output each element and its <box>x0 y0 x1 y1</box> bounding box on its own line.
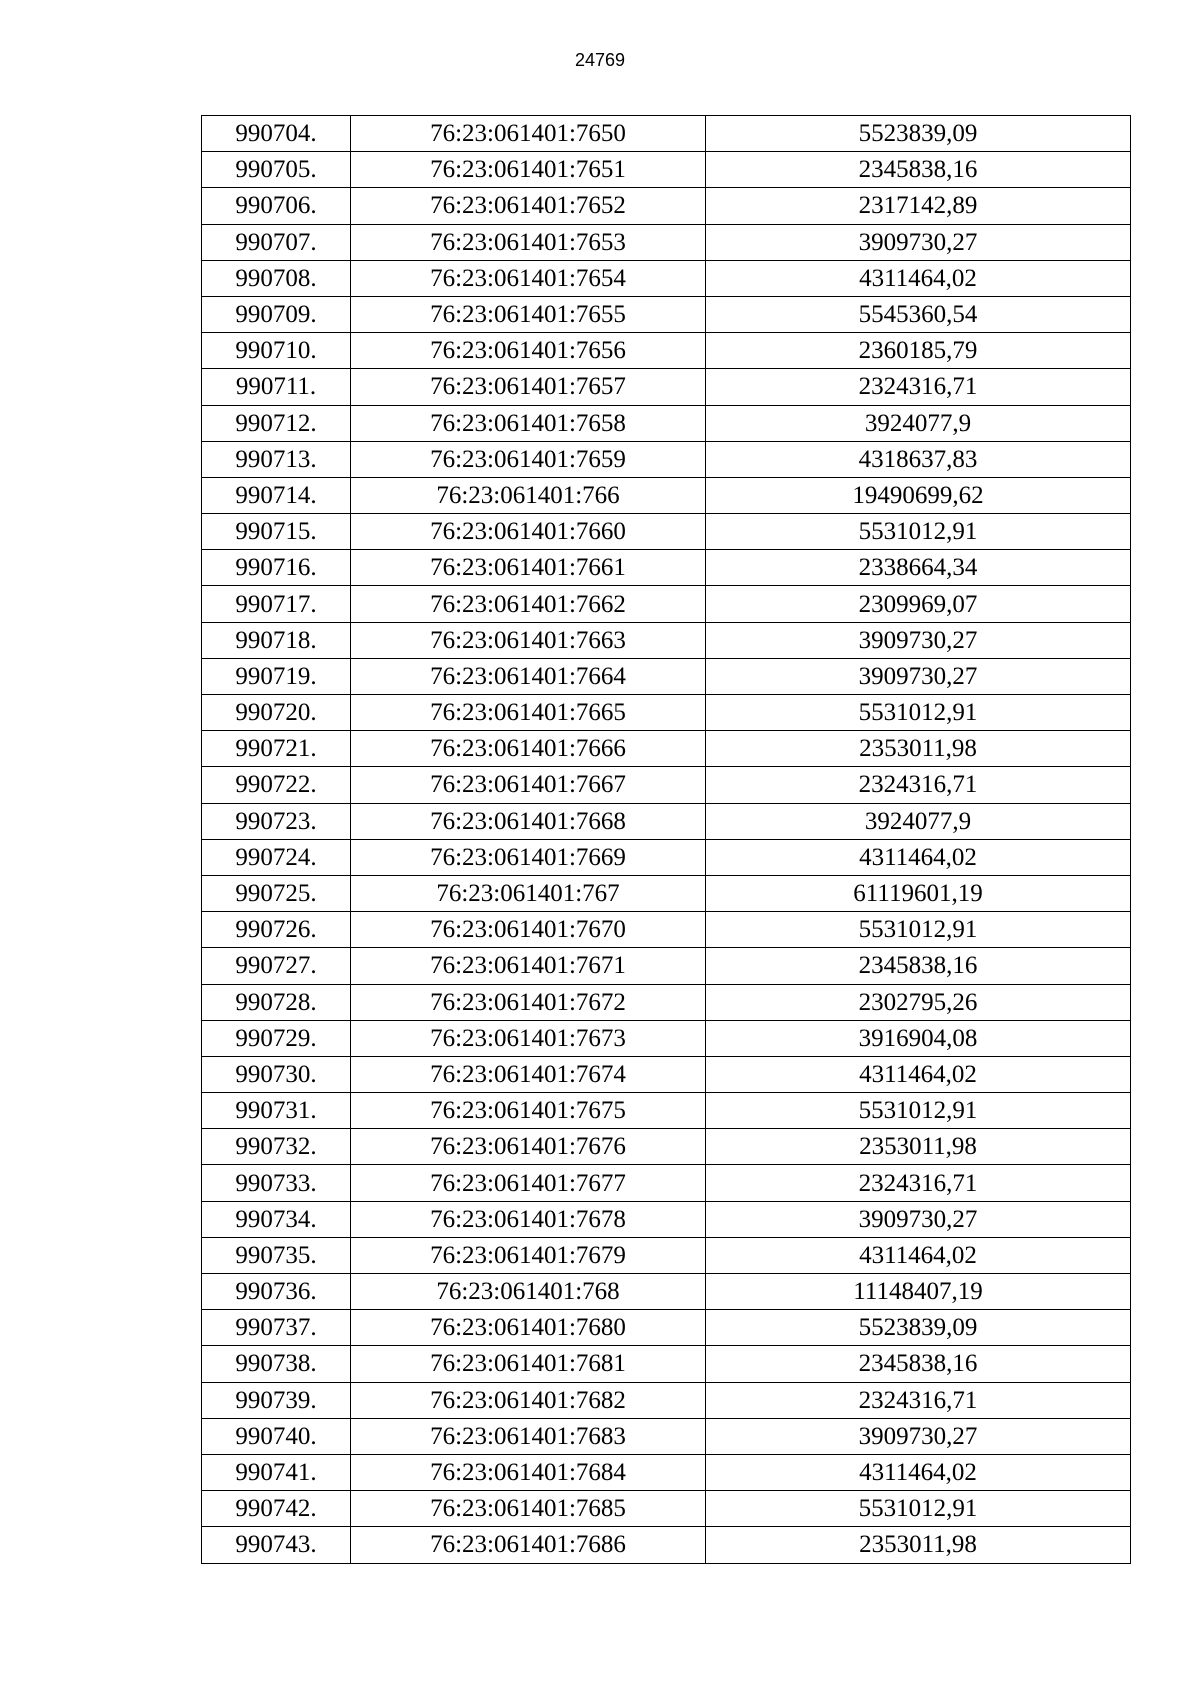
cadastral-number-cell: 76:23:061401:7650 <box>351 116 706 152</box>
table-row <box>202 839 1131 875</box>
row-number-cell: 990709. <box>202 296 351 332</box>
cadastral-number-cell: 76:23:061401:7681 <box>351 1346 706 1382</box>
table-row <box>202 1237 1131 1273</box>
cadastral-value-cell: 4311464,02 <box>706 1454 1131 1490</box>
row-number-cell: 990741. <box>202 1454 351 1490</box>
row-number-cell: 990731. <box>202 1093 351 1129</box>
row-number-cell: 990730. <box>202 1056 351 1092</box>
cadastral-value-cell: 2338664,34 <box>706 550 1131 586</box>
cadastral-value-cell: 2353011,98 <box>706 1527 1131 1563</box>
cadastral-value-cell: 3924077,9 <box>706 405 1131 441</box>
row-number-cell: 990734. <box>202 1201 351 1237</box>
cadastral-value-cell: 4311464,02 <box>706 839 1131 875</box>
row-number-cell: 990724. <box>202 839 351 875</box>
cadastral-number-cell: 76:23:061401:7655 <box>351 296 706 332</box>
cadastral-number-cell: 76:23:061401:768 <box>351 1274 706 1310</box>
row-number-cell: 990707. <box>202 224 351 260</box>
cadastral-value-cell: 3916904,08 <box>706 1020 1131 1056</box>
table-row <box>202 1274 1131 1310</box>
row-number-cell: 990711. <box>202 369 351 405</box>
row-number-cell: 990721. <box>202 731 351 767</box>
cadastral-value-cell: 19490699,62 <box>706 477 1131 513</box>
cadastral-number-cell: 76:23:061401:7657 <box>351 369 706 405</box>
cadastral-number-cell: 76:23:061401:7665 <box>351 695 706 731</box>
cadastral-value-cell: 3909730,27 <box>706 1201 1131 1237</box>
cadastral-number-cell: 76:23:061401:7683 <box>351 1418 706 1454</box>
table-row <box>202 695 1131 731</box>
cadastral-value-cell: 2345838,16 <box>706 1346 1131 1382</box>
cadastral-number-cell: 76:23:061401:7679 <box>351 1237 706 1273</box>
cadastral-value-cell: 2324316,71 <box>706 369 1131 405</box>
cadastral-value-cell: 4311464,02 <box>706 1237 1131 1273</box>
cadastral-number-cell: 76:23:061401:7670 <box>351 912 706 948</box>
table-row <box>202 586 1131 622</box>
cadastral-value-cell: 5545360,54 <box>706 296 1131 332</box>
cadastral-value-cell: 2324316,71 <box>706 1165 1131 1201</box>
row-number-cell: 990704. <box>202 116 351 152</box>
cadastral-number-cell: 76:23:061401:7684 <box>351 1454 706 1490</box>
table-row <box>202 1093 1131 1129</box>
table-row <box>202 1454 1131 1490</box>
table-row <box>202 1201 1131 1237</box>
table-row <box>202 731 1131 767</box>
cadastral-value-cell: 5523839,09 <box>706 116 1131 152</box>
row-number-cell: 990706. <box>202 188 351 224</box>
row-number-cell: 990725. <box>202 875 351 911</box>
cadastral-value-cell: 2317142,89 <box>706 188 1131 224</box>
table-row <box>202 1020 1131 1056</box>
table-row <box>202 116 1131 152</box>
row-number-cell: 990742. <box>202 1491 351 1527</box>
cadastral-number-cell: 76:23:061401:7676 <box>351 1129 706 1165</box>
row-number-cell: 990743. <box>202 1527 351 1563</box>
table-row <box>202 369 1131 405</box>
cadastral-value-cell: 3909730,27 <box>706 224 1131 260</box>
table-row <box>202 1310 1131 1346</box>
cadastral-number-cell: 76:23:061401:7661 <box>351 550 706 586</box>
row-number-cell: 990729. <box>202 1020 351 1056</box>
table-row <box>202 550 1131 586</box>
row-number-cell: 990715. <box>202 514 351 550</box>
table-row <box>202 1527 1131 1563</box>
row-number-cell: 990714. <box>202 477 351 513</box>
table-row <box>202 296 1131 332</box>
table-row <box>202 441 1131 477</box>
table-row <box>202 152 1131 188</box>
table-row <box>202 224 1131 260</box>
cadastral-number-cell: 76:23:061401:7680 <box>351 1310 706 1346</box>
cadastral-value-cell: 3909730,27 <box>706 622 1131 658</box>
cadastral-value-cell: 5531012,91 <box>706 514 1131 550</box>
cadastral-value-cell: 4311464,02 <box>706 260 1131 296</box>
row-number-cell: 990726. <box>202 912 351 948</box>
cadastral-value-cell: 2309969,07 <box>706 586 1131 622</box>
cadastral-value-cell: 2345838,16 <box>706 152 1131 188</box>
row-number-cell: 990739. <box>202 1382 351 1418</box>
cadastral-value-cell: 2324316,71 <box>706 767 1131 803</box>
cadastral-value-table <box>201 115 1131 1564</box>
cadastral-value-cell: 5531012,91 <box>706 695 1131 731</box>
row-number-cell: 990708. <box>202 260 351 296</box>
row-number-cell: 990732. <box>202 1129 351 1165</box>
cadastral-value-cell: 2302795,26 <box>706 984 1131 1020</box>
table-row <box>202 803 1131 839</box>
row-number-cell: 990727. <box>202 948 351 984</box>
cadastral-value-cell: 2324316,71 <box>706 1382 1131 1418</box>
cadastral-number-cell: 76:23:061401:7667 <box>351 767 706 803</box>
cadastral-value-cell: 61119601,19 <box>706 875 1131 911</box>
table-row <box>202 658 1131 694</box>
row-number-cell: 990728. <box>202 984 351 1020</box>
cadastral-number-cell: 76:23:061401:7675 <box>351 1093 706 1129</box>
table-row <box>202 984 1131 1020</box>
row-number-cell: 990735. <box>202 1237 351 1273</box>
table-row <box>202 1418 1131 1454</box>
row-number-cell: 990705. <box>202 152 351 188</box>
table-row <box>202 912 1131 948</box>
page-number: 24769 <box>574 50 626 70</box>
cadastral-number-cell: 76:23:061401:7654 <box>351 260 706 296</box>
cadastral-number-cell: 76:23:061401:7668 <box>351 803 706 839</box>
row-number-cell: 990722. <box>202 767 351 803</box>
cadastral-value-cell: 2353011,98 <box>706 1129 1131 1165</box>
cadastral-number-cell: 76:23:061401:7662 <box>351 586 706 622</box>
cadastral-number-cell: 76:23:061401:7660 <box>351 514 706 550</box>
row-number-cell: 990737. <box>202 1310 351 1346</box>
cadastral-number-cell: 76:23:061401:7678 <box>351 1201 706 1237</box>
table-row <box>202 1056 1131 1092</box>
table-row <box>202 948 1131 984</box>
cadastral-number-cell: 76:23:061401:7673 <box>351 1020 706 1056</box>
row-number-cell: 990710. <box>202 333 351 369</box>
cadastral-value-cell: 5531012,91 <box>706 912 1131 948</box>
cadastral-number-cell: 76:23:061401:7672 <box>351 984 706 1020</box>
cadastral-number-cell: 76:23:061401:7682 <box>351 1382 706 1418</box>
cadastral-value-cell: 3909730,27 <box>706 1418 1131 1454</box>
cadastral-number-cell: 76:23:061401:7659 <box>351 441 706 477</box>
cadastral-value-cell: 3924077,9 <box>706 803 1131 839</box>
row-number-cell: 990716. <box>202 550 351 586</box>
table-row <box>202 1382 1131 1418</box>
cadastral-value-cell: 3909730,27 <box>706 658 1131 694</box>
cadastral-number-cell: 76:23:061401:7685 <box>351 1491 706 1527</box>
cadastral-value-cell: 2360185,79 <box>706 333 1131 369</box>
cadastral-value-cell: 5531012,91 <box>706 1093 1131 1129</box>
cadastral-number-cell: 76:23:061401:7653 <box>351 224 706 260</box>
cadastral-number-cell: 76:23:061401:7663 <box>351 622 706 658</box>
row-number-cell: 990717. <box>202 586 351 622</box>
cadastral-value-cell: 5523839,09 <box>706 1310 1131 1346</box>
cadastral-value-cell: 11148407,19 <box>706 1274 1131 1310</box>
cadastral-value-cell: 4318637,83 <box>706 441 1131 477</box>
row-number-cell: 990720. <box>202 695 351 731</box>
table-row <box>202 333 1131 369</box>
cadastral-number-cell: 76:23:061401:766 <box>351 477 706 513</box>
cadastral-number-cell: 76:23:061401:7686 <box>351 1527 706 1563</box>
cadastral-value-cell: 5531012,91 <box>706 1491 1131 1527</box>
row-number-cell: 990713. <box>202 441 351 477</box>
cadastral-number-cell: 76:23:061401:7674 <box>351 1056 706 1092</box>
cadastral-number-cell: 76:23:061401:7671 <box>351 948 706 984</box>
table-row <box>202 1165 1131 1201</box>
cadastral-number-cell: 76:23:061401:7652 <box>351 188 706 224</box>
table-row <box>202 875 1131 911</box>
table-row <box>202 260 1131 296</box>
row-number-cell: 990736. <box>202 1274 351 1310</box>
row-number-cell: 990723. <box>202 803 351 839</box>
row-number-cell: 990740. <box>202 1418 351 1454</box>
table-row <box>202 1491 1131 1527</box>
cadastral-number-cell: 76:23:061401:7651 <box>351 152 706 188</box>
table-row <box>202 767 1131 803</box>
row-number-cell: 990718. <box>202 622 351 658</box>
cadastral-number-cell: 76:23:061401:767 <box>351 875 706 911</box>
cadastral-value-cell: 2353011,98 <box>706 731 1131 767</box>
row-number-cell: 990719. <box>202 658 351 694</box>
table-row <box>202 188 1131 224</box>
table-row <box>202 1129 1131 1165</box>
row-number-cell: 990738. <box>202 1346 351 1382</box>
table-row <box>202 405 1131 441</box>
cadastral-value-cell: 4311464,02 <box>706 1056 1131 1092</box>
row-number-cell: 990712. <box>202 405 351 441</box>
cadastral-number-cell: 76:23:061401:7666 <box>351 731 706 767</box>
row-number-cell: 990733. <box>202 1165 351 1201</box>
table-row <box>202 514 1131 550</box>
cadastral-number-cell: 76:23:061401:7677 <box>351 1165 706 1201</box>
table-row <box>202 1346 1131 1382</box>
cadastral-value-cell: 2345838,16 <box>706 948 1131 984</box>
table-row <box>202 477 1131 513</box>
cadastral-number-cell: 76:23:061401:7669 <box>351 839 706 875</box>
table-body <box>202 116 1131 1564</box>
cadastral-number-cell: 76:23:061401:7656 <box>351 333 706 369</box>
table-row <box>202 622 1131 658</box>
cadastral-number-cell: 76:23:061401:7658 <box>351 405 706 441</box>
cadastral-number-cell: 76:23:061401:7664 <box>351 658 706 694</box>
